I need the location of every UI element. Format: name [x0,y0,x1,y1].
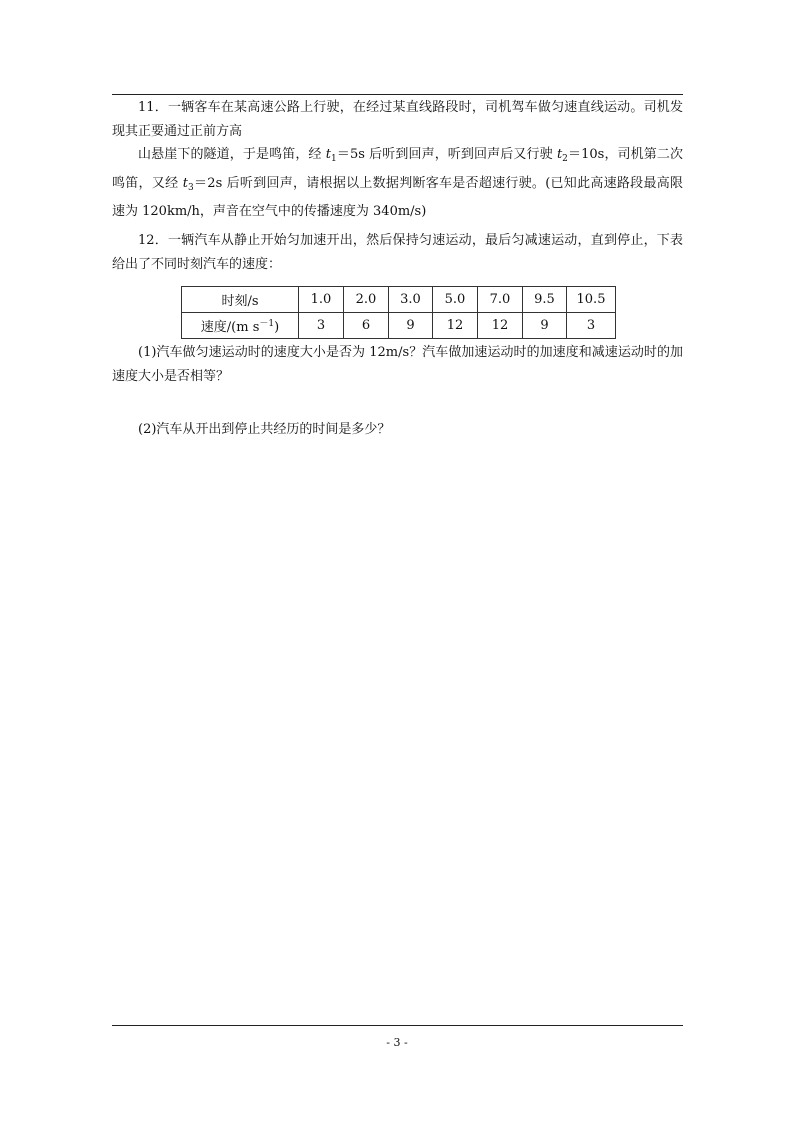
t1-subscript: 1 [331,154,337,164]
table-cell: 3 [567,313,616,339]
table-cell: 1.0 [299,287,344,313]
speed-header-text: 速度/(m s [200,320,260,335]
table-cell: 7.0 [478,287,523,313]
table-cell: 3 [299,313,344,339]
question-11-body [112,143,683,224]
speed-time-table [181,286,616,339]
table-cell: 5.0 [433,287,478,313]
table-cell: 9 [389,313,433,339]
t2-variable: t [556,147,563,162]
table-header-speed [182,313,299,339]
header-rule [112,94,683,95]
table-cell: 3.0 [389,287,433,313]
question-11 [112,96,683,224]
question-12-intro: 12．一辆汽车从静止开始匀加速开出，然后保持匀速运动，最后匀减速运动，直到停止，下表给出了不同时刻汽车的速度： [112,233,683,272]
t1-variable: t [325,147,332,162]
table-cell: 12 [433,313,478,339]
question-12-part-2 [112,418,683,442]
question-11-intro [112,96,683,143]
question-11-text-d: ＝2s 后听到回声，请根据以上数据判断客车是否超速行驶。(已知此高速路段最高限速为 120km/h，声音在空气中的传播速度为 340m/s) [112,175,683,219]
table-cell: 10.5 [567,287,616,313]
table-cell: 2.0 [344,287,389,313]
question-11-text-c: ＝10s，司机第二次鸣笛，又经 [112,147,683,191]
table-header-time: 时刻/s [182,287,299,313]
question-12-part-1 [112,341,683,388]
table-cell: 6 [344,313,389,339]
question-11-text-b: ＝5s 后听到回声，听到回声后又行驶 [336,147,557,162]
t3-variable: t [182,175,189,191]
footer-rule [112,1025,683,1026]
question-11-line1: 11．一辆客车在某高速公路上行驶，在经过某直线路段时，司机驾车做匀速直线运动。司机发现其正要通过正前方高 [112,100,683,139]
table-cell: 9.5 [523,287,567,313]
question-11-text-a: 山悬崖下的隧道，于是鸣笛，经 [138,147,326,162]
table-cell: 12 [478,313,523,339]
question-12 [112,229,683,276]
question-12-part-1-text: (1)汽车做匀速运动时的速度大小是否为 12m/s？汽车做加速运动时的加速度和减速运动时的加速度大小是否相等？ [112,345,683,384]
speed-header-exponent: －1 [259,319,275,329]
t3-subscript: 3 [188,182,194,193]
question-12-part-2-text: (2)汽车从开出到停止共经历的时间是多少？ [138,422,391,437]
table-cell: 9 [523,313,567,339]
t2-subscript: 2 [562,154,568,164]
page-number: - 3 - [386,1036,408,1049]
speed-header-close: ) [274,320,280,335]
table-row-speed [182,313,616,339]
table-row-time [182,287,616,313]
